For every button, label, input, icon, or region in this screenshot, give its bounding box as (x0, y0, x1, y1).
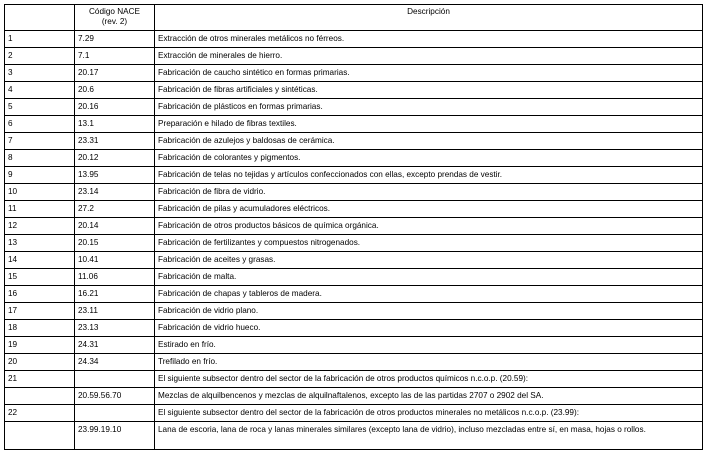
row-description: El siguiente subsector dentro del sector de la fabricación de otros productos químicos n.c.o.p. (20.59): (155, 371, 703, 388)
row-description: Fabricación de fibra de vidrio. (155, 184, 703, 201)
row-code: 24.34 (75, 354, 155, 371)
row-code (75, 371, 155, 388)
row-number: 10 (5, 184, 75, 201)
row-number: 4 (5, 82, 75, 99)
row-code: 23.13 (75, 320, 155, 337)
row-number: 18 (5, 320, 75, 337)
row-number: 5 (5, 99, 75, 116)
row-code: 20.17 (75, 65, 155, 82)
nace-activities-table (4, 4, 703, 450)
row-description: Fabricación de fibras artificiales y sintéticas. (155, 82, 703, 99)
table-row (5, 133, 703, 150)
row-number: 15 (5, 269, 75, 286)
row-number: 21 (5, 371, 75, 388)
row-code: 10.41 (75, 252, 155, 269)
row-code: 27.2 (75, 201, 155, 218)
table-row (5, 82, 703, 99)
row-code: 23.14 (75, 184, 155, 201)
row-description: Lana de escoria, lana de roca y lanas minerales similares (excepto lana de vidrio), incluso mezcladas entre sí, en masa, hojas o rollos. (155, 422, 703, 450)
row-number: 11 (5, 201, 75, 218)
row-description: Trefilado en frío. (155, 354, 703, 371)
row-number: 7 (5, 133, 75, 150)
row-number: 19 (5, 337, 75, 354)
row-description: Fabricación de otros productos básicos de química orgánica. (155, 218, 703, 235)
row-description: Fabricación de vidrio plano. (155, 303, 703, 320)
header-code-cell (75, 5, 155, 31)
table-row (5, 167, 703, 184)
row-code (75, 405, 155, 422)
row-code: 23.11 (75, 303, 155, 320)
table-row (5, 31, 703, 48)
row-description: El siguiente subsector dentro del sector de la fabricación de otros productos minerales no metálicos n.c.o.p. (23.99): (155, 405, 703, 422)
table-row (5, 65, 703, 82)
table-row (5, 150, 703, 167)
table-row (5, 184, 703, 201)
row-code: 7.1 (75, 48, 155, 65)
table-row (5, 388, 703, 405)
table-row (5, 320, 703, 337)
table-row (5, 218, 703, 235)
row-description: Fabricación de plásticos en formas primarias. (155, 99, 703, 116)
header-description-cell: Descripción (155, 5, 703, 31)
row-code: 13.1 (75, 116, 155, 133)
row-description: Fabricación de fertilizantes y compuestos nitrogenados. (155, 235, 703, 252)
row-description: Fabricación de azulejos y baldosas de cerámica. (155, 133, 703, 150)
table-row (5, 99, 703, 116)
row-code: 20.6 (75, 82, 155, 99)
row-description: Fabricación de malta. (155, 269, 703, 286)
table-row (5, 48, 703, 65)
row-number: 2 (5, 48, 75, 65)
table-row (5, 371, 703, 388)
row-number: 6 (5, 116, 75, 133)
row-code: 20.59.56.70 (75, 388, 155, 405)
table-row (5, 269, 703, 286)
table-header-row (5, 5, 703, 31)
table-row (5, 405, 703, 422)
row-description: Fabricación de colorantes y pigmentos. (155, 150, 703, 167)
row-description: Fabricación de caucho sintético en formas primarias. (155, 65, 703, 82)
table-row (5, 422, 703, 450)
table-row (5, 354, 703, 371)
row-code: 7.29 (75, 31, 155, 48)
row-description: Extracción de minerales de hierro. (155, 48, 703, 65)
row-number: 9 (5, 167, 75, 184)
row-number: 1 (5, 31, 75, 48)
header-number-cell (5, 5, 75, 31)
row-number: 16 (5, 286, 75, 303)
row-number (5, 422, 75, 450)
row-description: Fabricación de chapas y tableros de madera. (155, 286, 703, 303)
row-number: 20 (5, 354, 75, 371)
header-code-line1: Código NACE (89, 7, 140, 16)
table-body (5, 31, 703, 450)
row-number: 22 (5, 405, 75, 422)
row-description: Estirado en frío. (155, 337, 703, 354)
row-number: 13 (5, 235, 75, 252)
row-number: 17 (5, 303, 75, 320)
row-description: Fabricación de telas no tejidas y artículos confeccionados con ellas, excepto prendas de vestir. (155, 167, 703, 184)
row-description: Extracción de otros minerales metálicos no férreos. (155, 31, 703, 48)
row-code: 20.16 (75, 99, 155, 116)
table-row (5, 235, 703, 252)
table-row (5, 337, 703, 354)
row-code: 20.14 (75, 218, 155, 235)
row-number: 14 (5, 252, 75, 269)
row-description: Mezclas de alquilbencenos y mezclas de alquilnaftalenos, excepto las de las partidas 2707 o 2902 del SA. (155, 388, 703, 405)
row-description: Preparación e hilado de fibras textiles. (155, 116, 703, 133)
row-description: Fabricación de aceites y grasas. (155, 252, 703, 269)
row-code: 23.31 (75, 133, 155, 150)
row-description: Fabricación de pilas y acumuladores eléctricos. (155, 201, 703, 218)
row-code: 13.95 (75, 167, 155, 184)
table-row (5, 286, 703, 303)
row-number: 3 (5, 65, 75, 82)
row-code: 11.06 (75, 269, 155, 286)
row-number: 12 (5, 218, 75, 235)
row-number (5, 388, 75, 405)
table-row (5, 252, 703, 269)
table-row (5, 116, 703, 133)
row-code: 20.15 (75, 235, 155, 252)
table-row (5, 303, 703, 320)
header-code-line2: (rev. 2) (101, 17, 128, 26)
row-number: 8 (5, 150, 75, 167)
row-description: Fabricación de vidrio hueco. (155, 320, 703, 337)
row-code: 16.21 (75, 286, 155, 303)
row-code: 20.12 (75, 150, 155, 167)
row-code: 24.31 (75, 337, 155, 354)
row-code: 23.99.19.10 (75, 422, 155, 450)
table-row (5, 201, 703, 218)
